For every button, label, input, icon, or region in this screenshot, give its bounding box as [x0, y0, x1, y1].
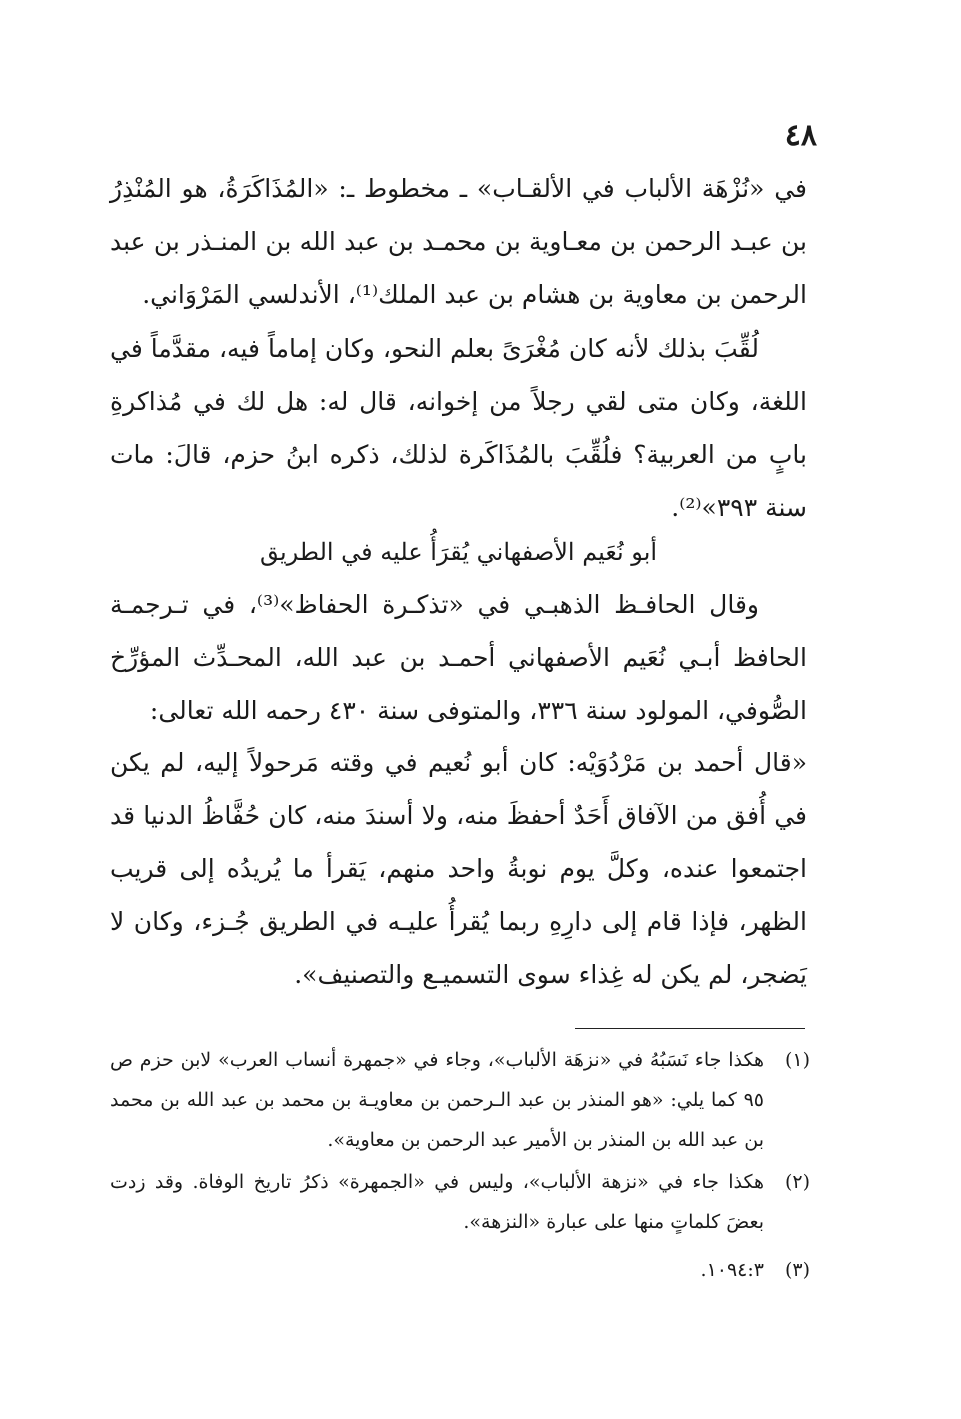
footnote-text: ١٠٩٤:٣.: [700, 1259, 764, 1281]
paragraph-1: في «نُزْهَة الألباب في الألقـاب» ـ مخطوط ـ: «المُذَاكَرَةُ، هو المُنْذِرُ بن عبـد الرحمن بن معـاوية بن محمـد بن عبد الله بن المنـذر بن عبد الرحمن بن معاوية بن هشام بن عبد الملك⁽¹⁾، الأندلسي المَرْوَاني.: [110, 174, 807, 309]
footnote-number: (٣): [784, 1259, 810, 1281]
footnote-1: [110, 1040, 810, 1160]
paragraph-3: وقال الحافـظ الذهبـي في «تذكـرة الحفاظ»⁽³⁾، في تـرجمـة الحافظ أبـي نُعَيم الأصفهاني أحمـد بن عبد الله، المحـدِّث المؤرِّخ الصُّوفي، المولود سنة ٣٣٦، والمتوفى سنة ٤٣٠ رحمه الله تعالى:: [110, 590, 807, 725]
footnote-text: هكذا جاء نَسَبُهُ في «نزهَة الألباب»، وجاء في «جمهرة أنساب العرب» لابن حزم ص ٩٥ كما يلي: «هو المنذر بن عبد الـرحمن بن معاويـة بن محمد بن عبد الله بن محمد بن عبد الله بن المنذر بن الأمير عبد الرحمن بن معاوية».: [110, 1049, 764, 1151]
paragraph-2: لُقِّبَ بذلك لأنه كان مُغْرَىً بعلم النحو، وكان إماماً فيه، مقدَّماً في اللغة، وكان متى لقي رجلاً من إخوانه، قال له: هل لك في مُذاكرةِ بابٍ من العربية؟ فلُقِّبَ بالمُذَاكَرة لذلك، ذكره ابنُ حزم، قالَ: مات سنة ٣٩٣»⁽²⁾.: [110, 334, 807, 522]
footnote-3: [110, 1250, 810, 1290]
footnote-number: (١): [784, 1049, 810, 1071]
section-heading: أبو نُعَيم الأصفهاني يُقرَأُ عليه في الطريق: [259, 538, 658, 566]
paragraph-4: «قال أحمد بن مَرْدُوَيْه: كان أبو نُعيم في وقته مَرحولاً إليه، لم يكن في أُفق من الآفاق أَحَدٌ أحفظَ منه، ولا أسندَ منه، كان حُفَّاظُ الدنيا قد اجتمعوا عنده، وكلَّ يوم نوبةُ واحد منهم، يَقرأ ما يُريدُه إلى قريب الظهر، فإذا قام إلى دارِهِ ربما يُقرأُ عليـه في الطريق جُـزء، وكان لا يَضجر، لم يكن له غِذاء سوى التسميـع والتصنيف».: [110, 748, 807, 989]
page-number: ٤٨: [784, 118, 817, 153]
footnote-number: (٢): [784, 1171, 810, 1193]
footnote-text: هكذا جاء في «نزهة الألباب»، وليس في «الجمهرة» ذكرُ تاريخ الوفاة. وقد زدت بعضَ كلماتٍ منها على عبارة «النزهة».: [110, 1171, 764, 1233]
footnote-separator: [575, 1028, 805, 1029]
footnote-2: [110, 1162, 810, 1242]
